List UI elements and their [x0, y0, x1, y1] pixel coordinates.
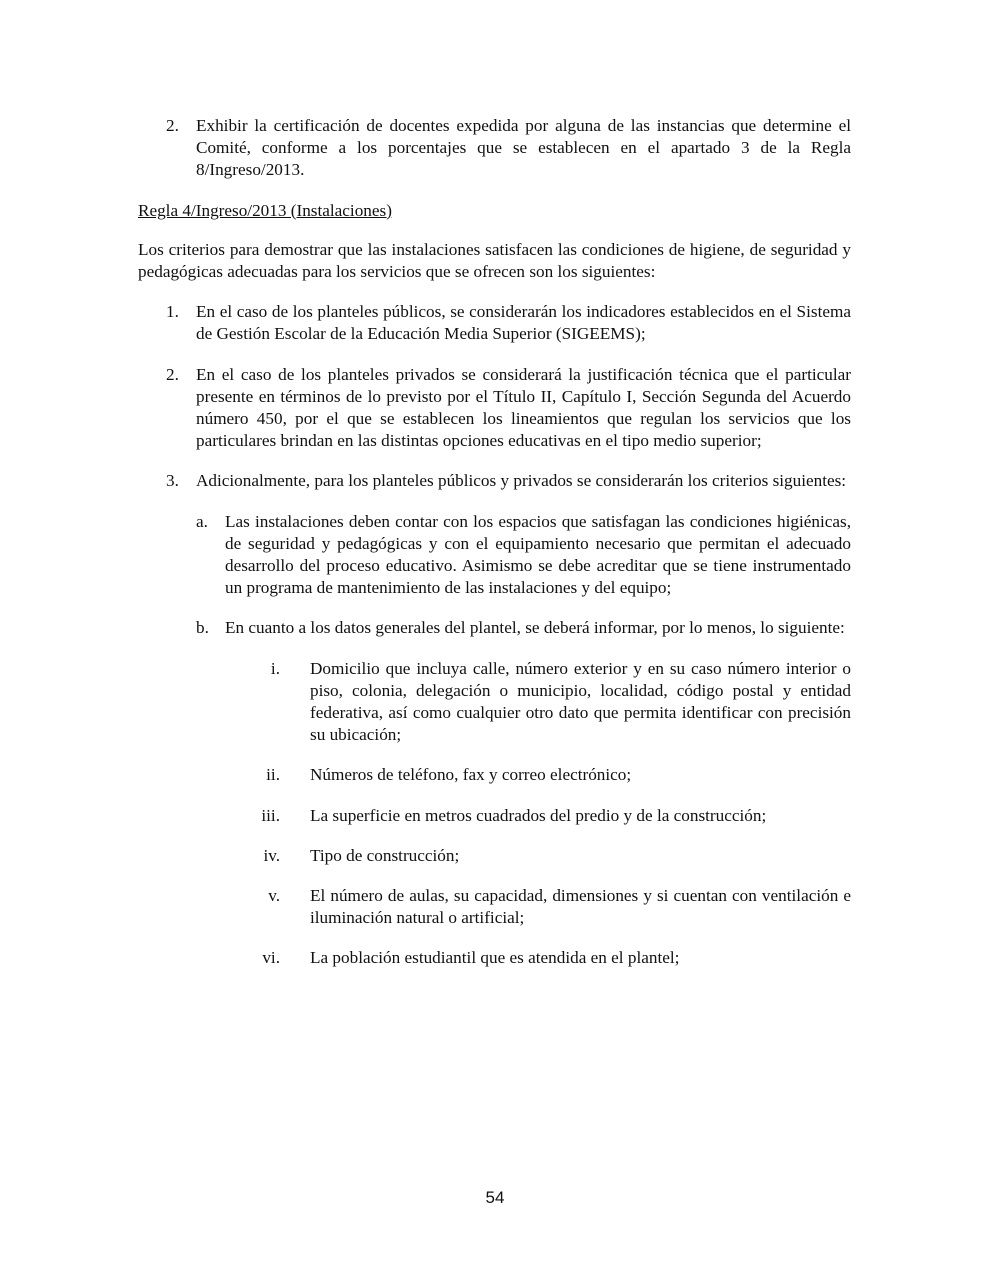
list-number: 3.: [166, 471, 179, 491]
list-item-text: En el caso de los planteles públicos, se considerarán los indicadores establecidos en el Sistema de Gestión Escolar de la Educación Media Superior (SIGEEMS);: [196, 302, 851, 344]
list-item: [138, 364, 851, 453]
sub-list-item-text: Las instalaciones deben contar con los espacios que satisfagan las condiciones higiénicas, de seguridad y pedagógicas y con el equipamiento necesario que permitan el adecuado desarrollo del proceso educativo. Asimismo se debe acreditar que se tiene instrumentado un programa de mantenimiento de las instalaciones y del equipo;: [225, 511, 851, 598]
roman-list-item-text: El número de aulas, su capacidad, dimensiones y si cuentan con ventilación e iluminación natural o artificial;: [310, 886, 851, 928]
roman-list-item-text: La superficie en metros cuadrados del predio y de la construcción;: [310, 805, 767, 825]
roman-list-item: [138, 658, 851, 747]
roman-list-item: [138, 805, 851, 827]
roman-list-item-text: Tipo de construcción;: [310, 845, 460, 865]
section-heading: Regla 4/Ingreso/2013 (Instalaciones): [138, 200, 392, 220]
sub-list-item: [138, 617, 851, 639]
roman-list-item: [138, 845, 851, 867]
roman-list-item-text: La población estudiantil que es atendida en el plantel;: [310, 948, 680, 968]
list-item-text: En el caso de los planteles privados se considerará la justificación técnica que el particular presente en términos de lo previsto por el Título II, Capítulo I, Sección Segunda del Acuerdo número 450, por el que se establecen los lineamientos que regulan los servicios que los particulares brindan en las distintas opciones educativas en el tipo medio superior;: [196, 364, 851, 451]
roman-list-item: [138, 947, 851, 969]
roman-numeral: iii.: [261, 805, 280, 825]
list-item-continuation: [138, 115, 851, 182]
roman-numeral: ii.: [266, 765, 280, 785]
roman-list-item-text: Domicilio que incluya calle, número exterior y en su caso número interior o piso, colonia, delegación o municipio, localidad, código postal y entidad federativa, así como cualquier otro dato que permita identificar con precisión su ubicación;: [310, 658, 851, 745]
list-item: [138, 470, 851, 492]
sub-list-item-text: En cuanto a los datos generales del plantel, se deberá informar, por lo menos, lo siguiente:: [225, 618, 845, 638]
sub-list-item: [138, 511, 851, 600]
roman-numeral: i.: [270, 658, 280, 678]
roman-numeral: vi.: [262, 948, 280, 968]
roman-list-item: [138, 764, 851, 786]
list-item-text: Exhibir la certificación de docentes expedida por alguna de las instancias que determine el Comité, conforme a los porcentajes que se establecen en el apartado 3 de la Regla 8/Ingreso/2013.: [196, 116, 851, 180]
list-number: 1.: [166, 302, 179, 322]
list-item: [138, 301, 851, 345]
roman-numeral: iv.: [263, 845, 280, 865]
list-number: 2.: [166, 364, 179, 384]
intro-paragraph: Los criterios para demostrar que las instalaciones satisfacen las condiciones de higiene, de seguridad y pedagógicas adecuadas para los servicios que se ofrecen son los siguientes:: [138, 239, 851, 282]
roman-list-item: [138, 885, 851, 929]
sub-list-letter: b.: [196, 618, 209, 638]
roman-list-item-text: Números de teléfono, fax y correo electrónico;: [310, 765, 632, 785]
list-number: 2.: [166, 116, 179, 135]
sub-list-letter: a.: [196, 511, 208, 531]
document-body: [138, 115, 851, 988]
list-item-text: Adicionalmente, para los planteles públicos y privados se considerarán los criterios siguientes:: [196, 471, 847, 491]
roman-numeral: v.: [268, 886, 280, 906]
page-number: 54: [485, 1188, 505, 1207]
